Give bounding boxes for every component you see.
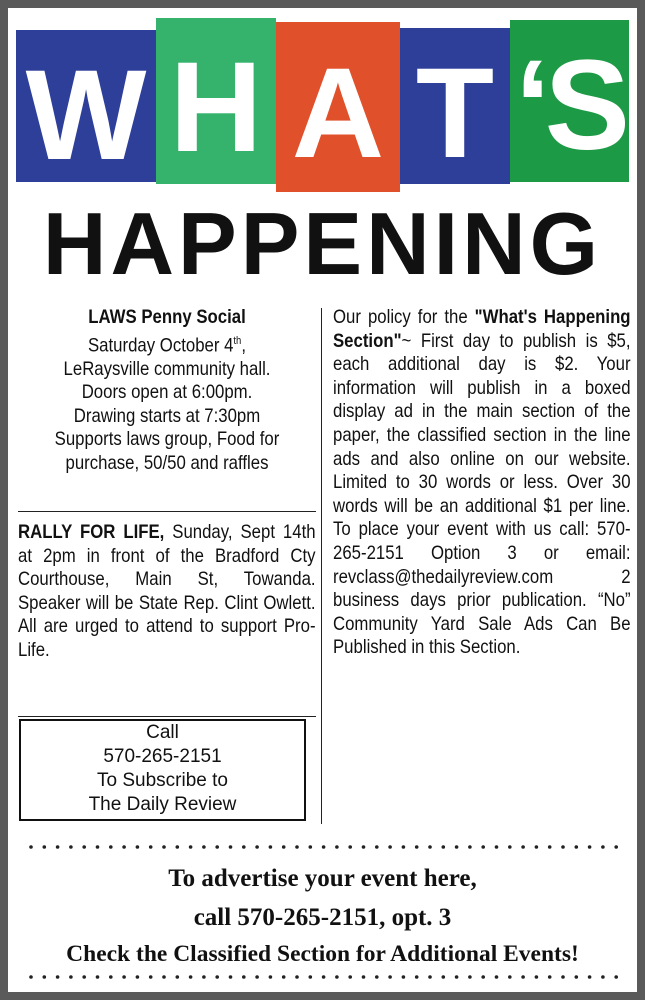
happening-title: HAPPENING [42,194,603,293]
letter-block-s [510,20,629,182]
dot [402,845,406,849]
dot [481,975,485,979]
policy-intro: Our policy for the [333,306,475,328]
dot [282,845,286,849]
dot [601,975,605,979]
letter-a: A [291,42,385,185]
dot [69,845,73,849]
dot [96,975,100,979]
dot [614,975,618,979]
dot [162,975,166,979]
dot [495,975,499,979]
dot [122,975,126,979]
policy-text [333,306,631,660]
dot [548,975,552,979]
dot [521,845,525,849]
dot [455,845,459,849]
dot [136,975,140,979]
dot [588,975,592,979]
column-divider [321,308,322,824]
letter-block-a [276,22,400,192]
letter-h: H [169,36,263,179]
dot [56,975,60,979]
callbox-phone: 570-265-2151 [103,746,222,767]
rally-text [18,521,316,663]
dot [242,845,246,849]
event-drawing: Drawing starts at 7:30pm [73,404,261,427]
dot [561,845,565,849]
event-date-end: , [241,334,246,356]
dot [362,845,366,849]
dot [69,975,73,979]
footer-line-1: To advertise your event here, [168,865,477,892]
dot [535,975,539,979]
dot [442,975,446,979]
dot [601,845,605,849]
dot [335,975,339,979]
event-purchase: purchase, 50/50 and raffles [65,451,269,474]
event-title: LAWS Penny Social [88,306,246,328]
divider-2 [18,716,316,717]
dot [455,975,459,979]
dot [242,975,246,979]
dot [149,845,153,849]
dot [362,975,366,979]
dot [588,845,592,849]
letter-apostrophe-s: ‘S [515,34,624,177]
dot [229,845,233,849]
callbox-subscribe: To Subscribe to [97,770,228,791]
dot [388,975,392,979]
dotted-rule-top [28,844,618,850]
dot [348,975,352,979]
dot [82,845,86,849]
letter-block-h [156,18,276,184]
dot [229,975,233,979]
dot [614,845,618,849]
dot [82,975,86,979]
dot [415,975,419,979]
dot [269,975,273,979]
dot [535,845,539,849]
dot [202,845,206,849]
dot [521,975,525,979]
dot [29,975,33,979]
dot [468,845,472,849]
dot [215,845,219,849]
rally-body: Sunday, Sept 14th at 2pm in front of the Bradford Cty Courthouse, Main St, Towanda. Speaker will be State Rep. Clint Owlett. All are urged to attend to support Pro-Life. [18,521,316,661]
letter-block-t [400,28,510,184]
dot [43,975,47,979]
dot [309,975,313,979]
policy-body: ~ First day to publish is $5, each additional day is $2. Your information will publish in a boxed display ad in the main section of the paper, the classified section in the line ads and also online on our website. Limited to 30 words or less. Over 30 words will be an additional $1 per line. To place your event with us call: 570-265-2151 Option 3 or email: revclass@thedailyreview.com 2 business days prior publication. “No” Community Yard Sale Ads Can Be Published in this Section. [333,329,631,659]
dot [176,975,180,979]
dot [575,845,579,849]
advertisement-page [8,8,637,992]
dot [375,845,379,849]
dot [335,845,339,849]
dot [109,845,113,849]
event-rally-for-life [18,521,316,663]
dot [495,845,499,849]
dot [508,975,512,979]
footer-line-2: call 570-265-2151, opt. 3 [193,904,452,931]
dot [442,845,446,849]
dot [481,845,485,849]
callbox-call: Call [146,722,179,743]
dot [269,845,273,849]
dot [56,845,60,849]
dot [309,845,313,849]
letter-t: T [415,42,495,185]
dot [428,975,432,979]
dot [428,845,432,849]
dotted-rule-bottom [28,974,618,980]
dot [575,975,579,979]
dot [122,845,126,849]
dot [149,975,153,979]
dot [189,845,193,849]
dot [202,975,206,979]
subscribe-box [19,719,306,821]
event-supports: Supports laws group, Food for [54,428,280,450]
dot [282,975,286,979]
dot [468,975,472,979]
dot [375,975,379,979]
dot [548,845,552,849]
dot [176,845,180,849]
event-doors: Doors open at 6:00pm. [81,381,253,403]
dot [295,845,299,849]
callbox-paper: The Daily Review [88,794,237,815]
dot [322,845,326,849]
event-date-suffix: th [233,334,242,347]
divider-1 [18,511,316,512]
event-date-text: Saturday October 4 [88,334,234,356]
dot [109,975,113,979]
dot [561,975,565,979]
rally-title: RALLY FOR LIFE, [18,521,165,543]
dot [162,845,166,849]
dot [189,975,193,979]
dot [348,845,352,849]
dot [29,845,33,849]
whats-banner [16,18,629,196]
right-column [333,306,629,660]
event-location: LeRaysville community hall. [63,357,271,380]
dot [96,845,100,849]
event-date [18,330,316,358]
dot [388,845,392,849]
dot [215,975,219,979]
dot [136,845,140,849]
policy-section-name: "What's Happening Section" [333,306,631,352]
letter-w: W [25,44,147,187]
left-column [18,306,316,475]
dot [255,845,259,849]
letter-block-w [16,30,156,187]
dot [415,845,419,849]
dot [322,975,326,979]
dot [508,845,512,849]
dot [43,845,47,849]
event-laws-penny-social [18,306,316,475]
footer-line-3: Check the Classified Section for Additional Events! [66,941,579,967]
dot [402,975,406,979]
dot [295,975,299,979]
dot [255,975,259,979]
